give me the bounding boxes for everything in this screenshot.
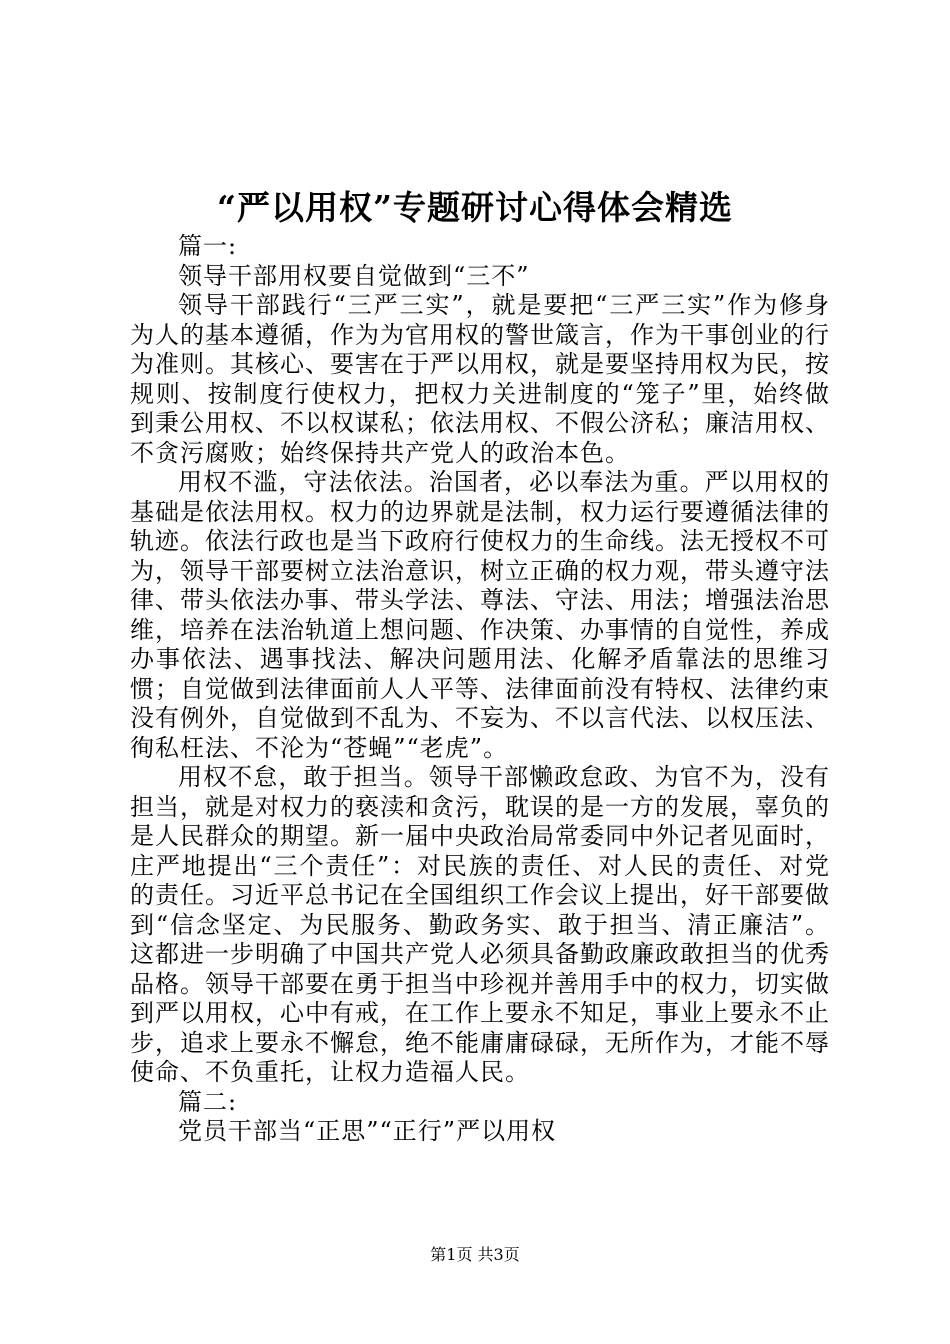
subheading-1: 领导干部用权要自觉做到“三不” [178, 261, 530, 290]
body-paragraph: 用权不怠，敢于担当。领导干部懒政怠政、为官不为，没有担当，就是对权力的亵渎和贪污，耽误的是一方的发展，辜负的是人民群众的期望。新一届中央政治局常委同中外记者见面时，庄严地提出“三个责任”：对民族的责任、对人民的责任、对党的责任。习近平总书记在全国组织工作会议上提出，好干部要做到“信念坚定、为民服务、勤政务实、敢于担当、清正廉洁”。这都进一步明确了中国共产党人必须具备勤政廉政敢担当的优秀品格。领导干部要在勇于担当中珍视并善用手中的权力，切实做到严以用权，心中有戒，在工作上要永不知足，事业上要永不止步，追求上要永不懈怠，绝不能庸庸碌碌，无所作为，才能不辱使命、不负重托，让权力造福人民。 [130, 763, 830, 1086]
body-paragraph: 领导干部践行“三严三实”，就是要把“三严三实”作为修身为人的基本遵循，作为为官用权的警世箴言，作为干事创业的行为准则。其核心、要害在于严以用权，就是要坚持用权为民，按规则、按制度行使权力，把权力关进制度的“笼子”里，始终做到秉公用权、不以权谋私；依法用权、不假公济私；廉洁用权、不贪污腐败；始终保持共产党人的政治本色。 [130, 291, 830, 467]
section-heading-2: 篇二: [178, 1087, 238, 1116]
subheading-2: 党员干部当“正思”“正行”严以用权 [178, 1117, 557, 1145]
document-body [130, 232, 830, 1147]
section-heading-1: 篇一: [178, 232, 238, 260]
page-footer: 第1页 共3页 [430, 1245, 520, 1264]
document-title: “严以用权”专题研讨心得体会精选 [217, 188, 733, 227]
body-paragraph: 用权不滥，守法依法。治国者，必以奉法为重。严以用权的基础是依法用权。权力的边界就是法制，权力运行要遵循法律的轨迹。依法行政也是当下政府行使权力的生命线。法无授权不可为，领导干部要树立法治意识，树立正确的权力观，带头遵守法律、带头依法办事、带头学法、尊法、守法、用法；增强法治思维，培养在法治轨道上想问题、作决策、办事情的自觉性，养成办事依法、遇事找法、解决问题用法、化解矛盾靠法的思维习惯；自觉做到法律面前人人平等、法律面前没有特权、法律约束没有例外，自觉做到不乱为、不妄为、不以言代法、以权压法、徇私枉法、不沦为“苍蝇”“老虎”。 [130, 468, 830, 762]
